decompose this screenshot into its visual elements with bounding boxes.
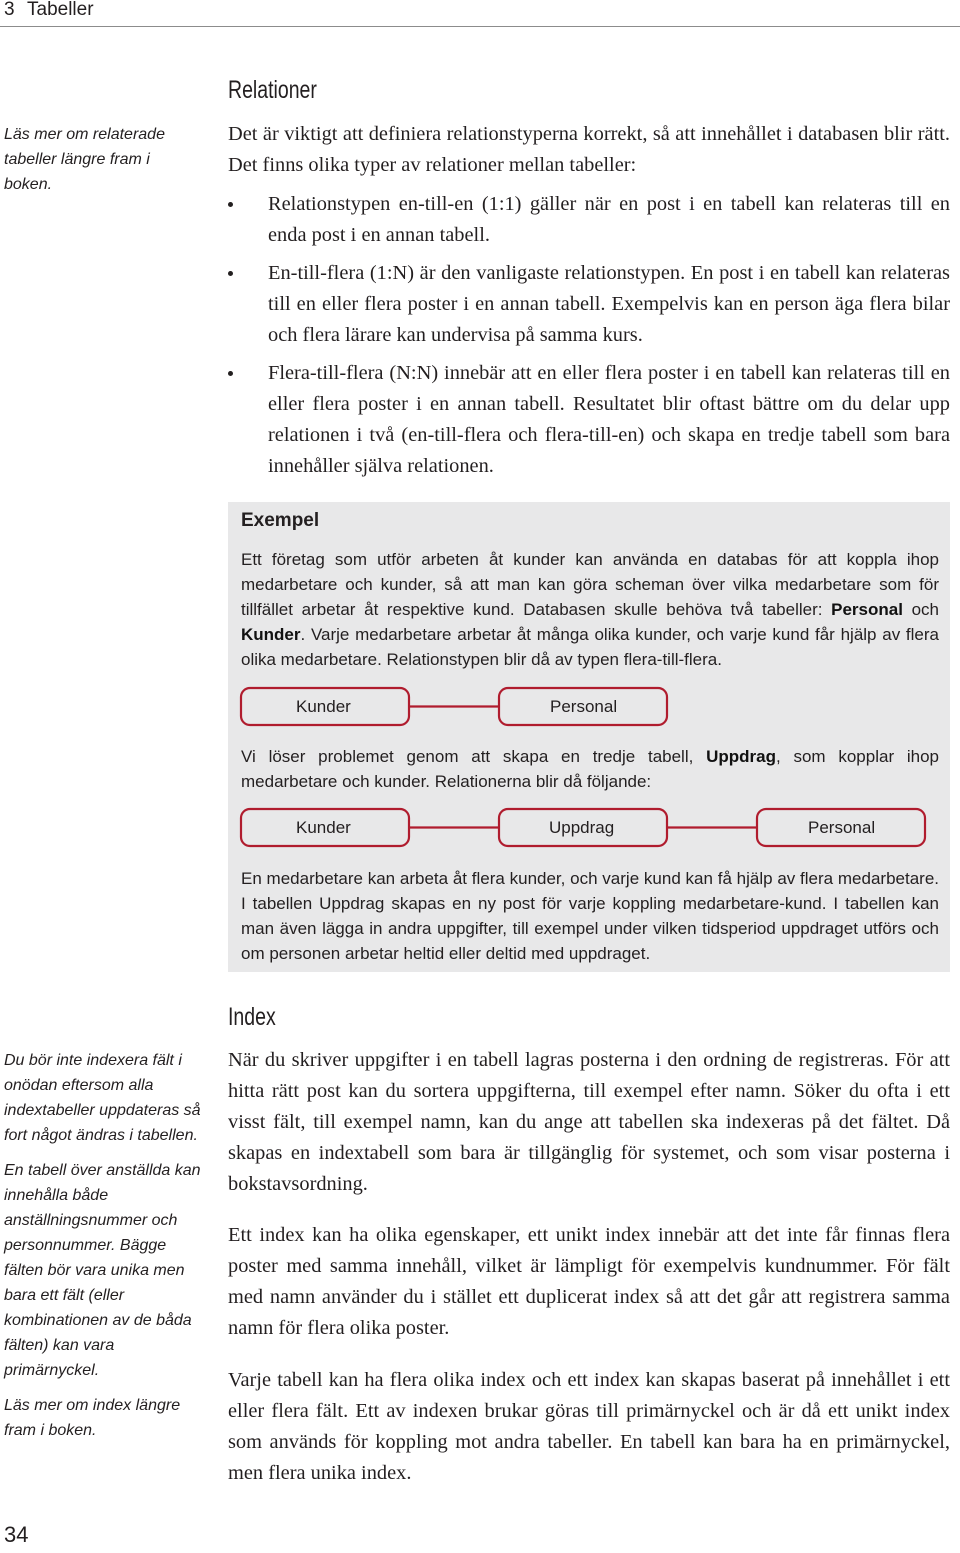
- diagram1-label-personal: Personal: [550, 697, 618, 716]
- example-title: Exempel: [241, 510, 320, 531]
- heading-relationer: Relationer: [228, 76, 317, 104]
- diagram2-label-uppdrag: Uppdrag: [549, 818, 615, 837]
- example-paragraph-3: En medarbetare kan arbeta åt flera kunder, och varje kund kan få hjälp av flera medarbetare. I tabellen Uppdrag skapas en ny post för varje koppling medarbetare-kund. I tabellen kan man även lägga in andra uppgifter, till exempel under vilken tidsperiod uppdraget utförs och om personen arbetar heltid eller deltid med uppdraget.: [241, 869, 939, 963]
- bullet-icon: [228, 271, 233, 276]
- index-paragraph-text: Varje tabell kan ha flera olika index och ett index kan skapas baserat på innehållet i ett eller flera fält. Ett av indexen brukar göras till primärnyckel och är då ett unikt index som används för koppling mot andra tabeller. En tabell kan bara ha en primärnyckel, men flera unika index.: [228, 1369, 950, 1484]
- example-text: . Varje medarbetare arbetar åt många olika kunder, och varje kund får hjälp av flera olika medarbetare. Relationstypen blir då av typen flera-till-flera.: [241, 625, 939, 669]
- relation-types-list: [228, 189, 950, 489]
- diagram1-label-kunder: Kunder: [296, 697, 351, 716]
- margin-note-index-2: En tabell över anställda kan innehålla både anställningsnummer och personnummer. Bägge fälten bör vara unika men bara ett fält (eller kombinationen av de båda fälten) kan vara primärnyckel.: [4, 1162, 201, 1379]
- running-head: [0, 0, 960, 26]
- example-text: Vi löser problemet genom att skapa en tredje tabell,: [241, 747, 707, 766]
- example-text: , som kopplar ihop medarbetare och kunder. Relationerna blir då följande:: [241, 747, 940, 791]
- example-text: Ett företag som utför arbeten åt kunder kan använda en databas för att koppla ihop medarbetare och kunder, så att man kan göra scheman över vilka medarbetare som för tillfället arbetar åt respektive kund. Databasen skulle behöva två tabeller:: [241, 550, 939, 619]
- index-paragraph-3: [228, 1365, 950, 1489]
- list-item-text: Relationstypen en-till-en (1:1) gäller när en post i en tabell kan relateras till en enda post i en annan tabell.: [268, 193, 950, 246]
- margin-note-index: [4, 1048, 209, 1453]
- list-item: [228, 358, 950, 482]
- table-name-personal: Personal: [831, 600, 903, 619]
- relationer-intro-text: Det är viktigt att definiera relationstyperna korrekt, så att innehållet i databasen blir rätt. Det finns olika typer av relationer mellan tabeller:: [228, 123, 950, 176]
- header-rule: [0, 26, 960, 27]
- list-item-text: Flera-till-flera (N:N) innebär att en eller flera poster i en tabell kan relateras till en eller flera poster i en annan tabell. Resultatet blir oftast bättre om du delar upp relationen i två (en-till-flera och flera-till-en) och skapa en tredje tabell som bara innehåller själva relationen.: [268, 362, 950, 477]
- heading-index: Index: [228, 1003, 276, 1031]
- bullet-icon: [228, 371, 233, 376]
- chapter-number: 3: [4, 0, 15, 20]
- relationer-intro: [228, 119, 950, 181]
- example-box: [228, 502, 950, 972]
- table-name-kunder: Kunder: [241, 625, 301, 644]
- page-number: 34: [4, 1522, 29, 1547]
- diagram2-label-personal: Personal: [808, 818, 876, 837]
- index-paragraph-2: [228, 1220, 950, 1344]
- index-paragraph-text: Ett index kan ha olika egenskaper, ett unikt index innebär att det inte får finnas flera poster med samma innehåll, vilket är lämpligt för exempelvis kundnummer. För fält med namn använder du i stället ett duplicerat index så att det går att registrera samma namn för flera olika poster.: [228, 1224, 950, 1339]
- index-paragraph-1: [228, 1045, 950, 1200]
- list-item-text: En-till-flera (1:N) är den vanligaste relationstypen. En post i en tabell kan relateras till en eller flera poster i en annan tabell. Exempelvis kan en person äga flera bilar och flera lärare kan undervisa på samma kurs.: [268, 262, 950, 346]
- list-item: [228, 258, 950, 351]
- list-item: [228, 189, 950, 251]
- bullet-icon: [228, 202, 233, 207]
- diagram2-label-kunder: Kunder: [296, 818, 351, 837]
- example-paragraph-2: [241, 744, 939, 794]
- index-paragraph-text: När du skriver uppgifter i en tabell lagras posterna i den ordning de registreras. För att hitta rätt post kan du sortera uppgifterna, till exempel efter namn. Söker du ofta i ett visst fält, till exempel namn, kan du ange att tabellen ska indexeras på det fältet. Då skapas en indextabell som bara är tillgänglig för systemet, och som visar posterna i bokstavsordning.: [228, 1049, 950, 1195]
- table-name-uppdrag: Uppdrag: [706, 747, 776, 766]
- example-text: och: [902, 600, 939, 619]
- margin-note-relations: [4, 122, 179, 207]
- chapter-title: Tabeller: [27, 0, 94, 20]
- margin-note-relations-text: Läs mer om relaterade tabeller längre fram i boken.: [4, 126, 165, 193]
- margin-note-index-3: Läs mer om index längre fram i boken.: [4, 1397, 181, 1439]
- margin-note-index-1: Du bör inte indexera fält i onödan eftersom alla indextabeller uppdateras så fort något ändras i tabellen.: [4, 1052, 201, 1144]
